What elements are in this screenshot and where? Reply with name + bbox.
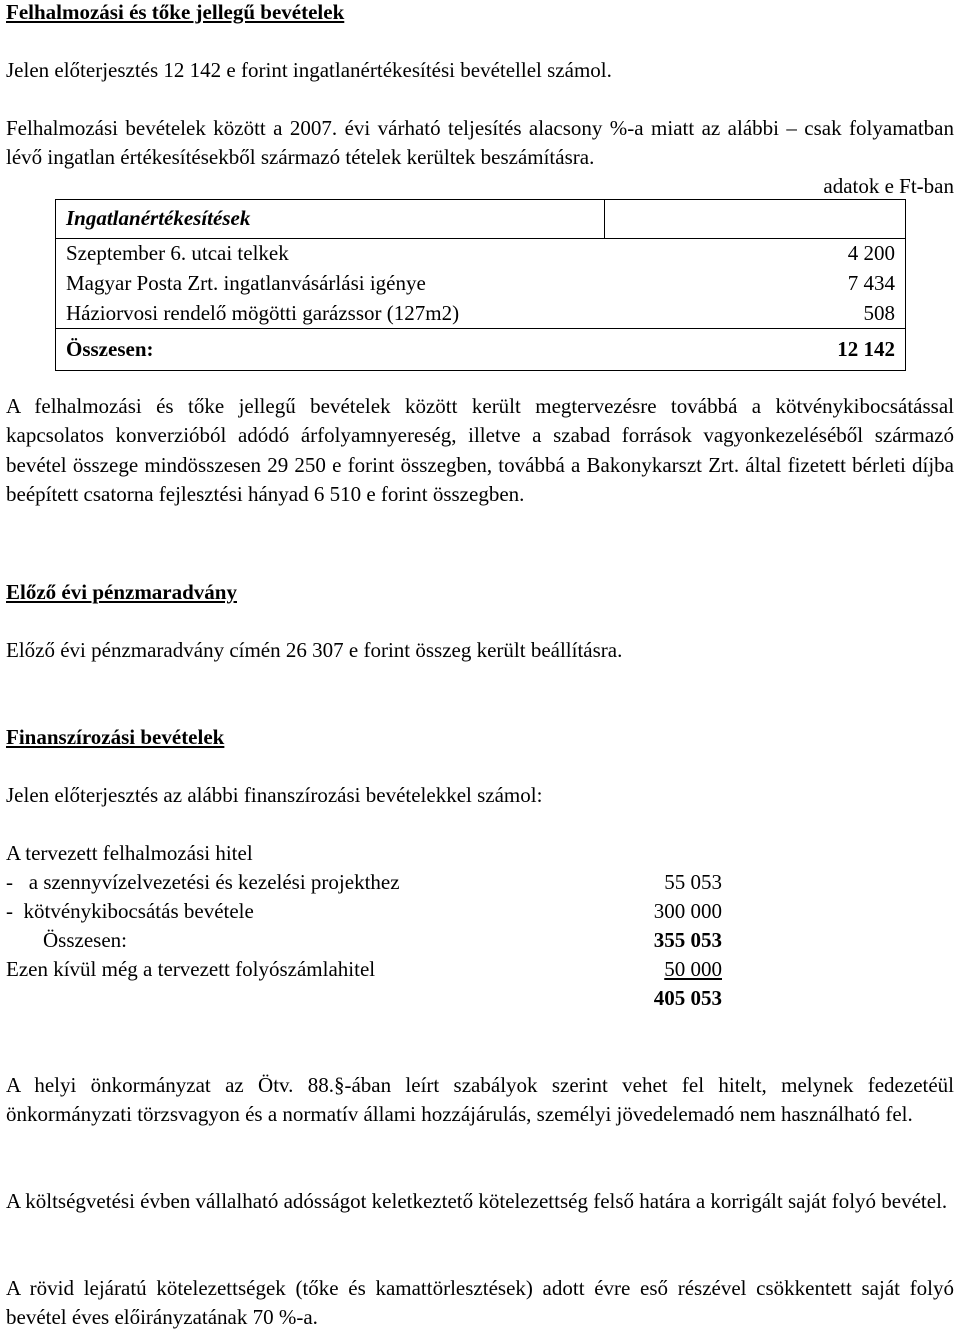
short-term-obligations-paragraph: A rövid lejáratú kötelezettségek (tőke és kamattörlesztések) adott évre eső részével csökkentett saját folyó bevétel éves előirányzatának 70 %-a. <box>6 1276 954 1330</box>
table-total-value: 12 142 <box>605 329 906 371</box>
planned-loan-title: A tervezett felhalmozási hitel <box>6 841 253 865</box>
table-header-empty-cell <box>605 200 906 239</box>
overdraft-row <box>6 955 722 984</box>
table-row <box>56 299 906 329</box>
overdraft-label: Ezen kívül még a tervezett folyószámlahitel <box>6 957 376 981</box>
table-header-label: Ingatlanértékesítések <box>56 200 605 239</box>
table-row-value: 508 <box>605 299 906 329</box>
capital-revenue-details-paragraph: A felhalmozási és tőke jellegű bevételek között került megtervezésre továbbá a kötvénykibocsátással kapcsolatos konverzióból adódó árfolyamnyereség, illetve a szabad források vagyonkezeléséből származó bevétel összege mindösszesen 29 250 e forint összegben, továbbá a Bakonykarszt Zrt. által fizetett bérleti díjba beépített csatorna fejlesztési hányad 6 510 e forint összegben. <box>6 394 954 507</box>
intro-paragraph: Jelen előterjesztés 12 142 e forint ingatlanértékesítési bevétellel számol. <box>6 58 612 82</box>
financing-item-value: 300 000 <box>653 899 722 923</box>
financing-item-value: 55 053 <box>664 870 722 894</box>
section-title-financing-revenue: Finanszírozási bevételek <box>6 725 225 749</box>
financing-item-label: - a szennyvízelvezetési és kezelési projekthez <box>6 870 400 894</box>
table-row-label: Magyar Posta Zrt. ingatlanvásárlási igénye <box>56 269 605 299</box>
table-row-value: 4 200 <box>605 239 906 269</box>
financing-grand-total-row <box>6 984 722 1013</box>
loan-rules-paragraph: A helyi önkormányzat az Ötv. 88.§-ában leírt szabályok szerint vehet fel hitelt, melynek fedezetéül önkormányzati törzsvagyon és a normatív állami hozzájárulás, személyi jövedelemadó nem használható fel. <box>6 1073 954 1127</box>
section-title-capital-revenue: Felhalmozási és tőke jellegű bevételek <box>6 0 345 24</box>
property-sales-table <box>55 199 906 371</box>
table-header-row <box>56 200 906 239</box>
table-total-row <box>56 329 906 371</box>
table-total-label: Összesen: <box>56 329 605 371</box>
table-row-value: 7 434 <box>605 269 906 299</box>
prior-year-balance-paragraph: Előző évi pénzmaradvány címén 26 307 e forint összeg került beállításra. <box>6 638 623 662</box>
capital-revenue-paragraph: Felhalmozási bevételek között a 2007. évi várható teljesítés alacsony %-a miatt az alábbi – csak folyamatban lévő ingatlan értékesítésekből származó tételek kerültek beszámításra. <box>6 116 954 170</box>
table-row <box>56 269 906 299</box>
table-row <box>56 239 906 269</box>
financing-grand-total-value: 405 053 <box>653 986 722 1010</box>
list-item <box>6 868 722 897</box>
financing-subtotal-label: Összesen: <box>43 928 127 952</box>
list-item <box>6 897 722 926</box>
section-title-prior-year-balance: Előző évi pénzmaradvány <box>6 580 237 604</box>
table-row-label: Szeptember 6. utcai telkek <box>56 239 605 269</box>
unit-note: adatok e Ft-ban <box>823 174 954 198</box>
financing-item-label: - kötvénykibocsátás bevétele <box>6 899 254 923</box>
debt-limit-paragraph: A költségvetési évben vállalható adósságot keletkeztető kötelezettség felső határa a korrigált saját folyó bevétel. <box>6 1189 948 1213</box>
overdraft-value: 50 000 <box>664 957 722 981</box>
financing-intro-paragraph: Jelen előterjesztés az alábbi finanszírozási bevételekkel számol: <box>6 783 543 807</box>
financing-subtotal-value: 355 053 <box>653 928 722 952</box>
table-row-label: Háziorvosi rendelő mögötti garázssor (127m2) <box>56 299 605 329</box>
financing-subtotal-row <box>6 926 722 955</box>
